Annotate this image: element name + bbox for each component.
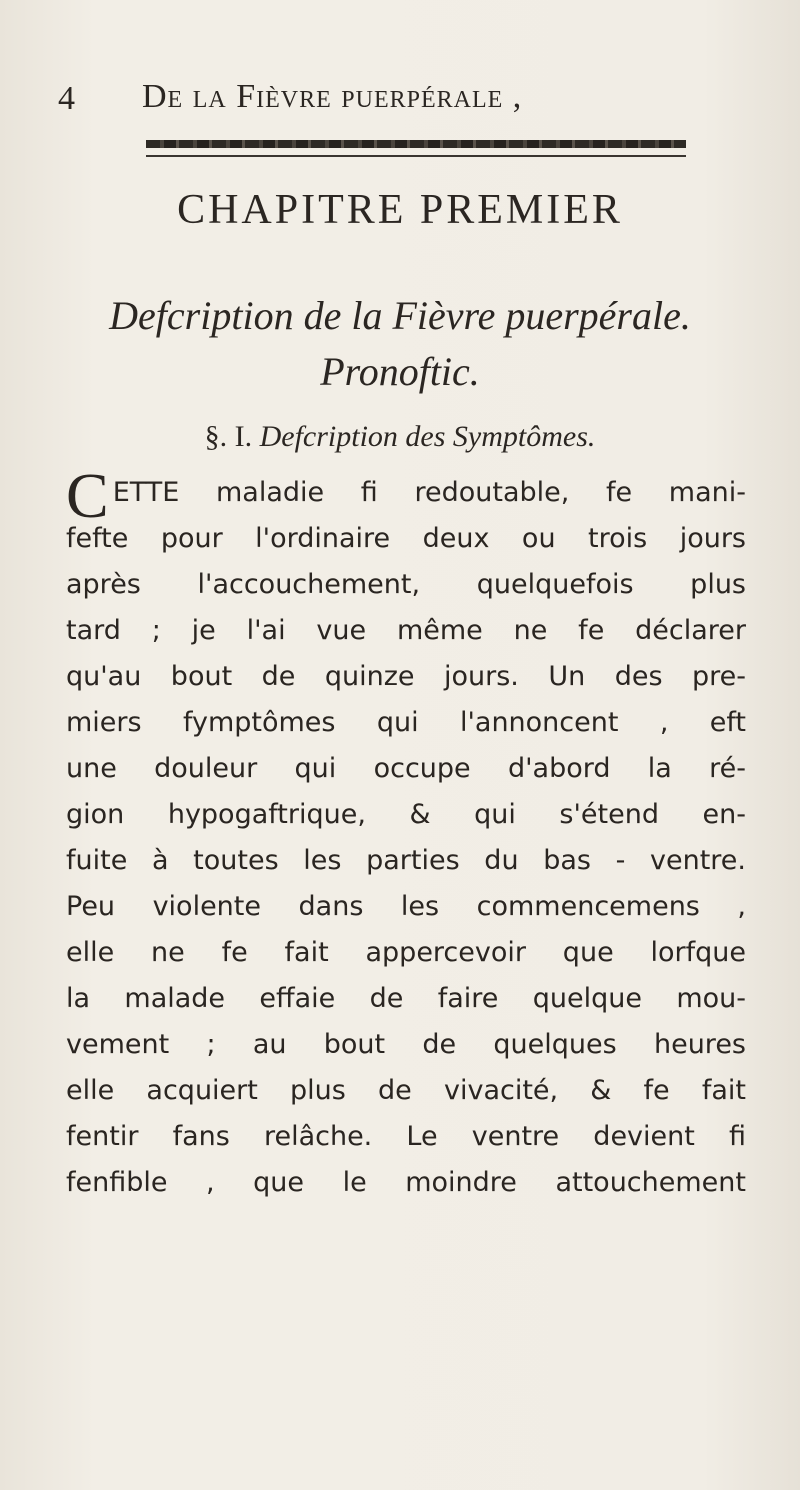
text-line: miers fymptômes qui l'annoncent , eft bbox=[66, 707, 746, 738]
section-heading bbox=[0, 420, 800, 454]
chapter-subtitle: Defcription de la Fièvre puerpérale. bbox=[109, 293, 691, 338]
text-line: qu'au bout de quinze jours. Un des pre- bbox=[66, 661, 746, 692]
text-line: elle ne fe fait appercevoir que lorfque bbox=[66, 937, 746, 968]
first-line-text: maladie fi redoutable, fe mani- bbox=[179, 477, 746, 508]
text-line: fuite à toutes les parties du bas - ventre. bbox=[66, 845, 746, 876]
text-line: la malade effaie de faire quelque mou- bbox=[66, 983, 746, 1014]
text-line: après l'accouchement, quelquefois plus bbox=[66, 569, 746, 600]
text-line: fenfible , que le moindre attouchement bbox=[66, 1167, 746, 1198]
drop-cap: C bbox=[66, 460, 109, 531]
paragraph-first-line bbox=[66, 460, 746, 531]
text-line: Peu violente dans les commencemens , bbox=[66, 891, 746, 922]
text-line: fentir fans relâche. Le ventre devient fi bbox=[66, 1121, 746, 1152]
page-number: 4 bbox=[58, 80, 75, 117]
section-title: Defcription des Symptômes. bbox=[259, 420, 596, 453]
divider-rule bbox=[146, 155, 686, 157]
chapter-subtitle-continued: Pronoftic. bbox=[320, 349, 480, 394]
text-line: elle acquiert plus de vivacité, & fe fait bbox=[66, 1075, 746, 1106]
section-symbol: §. I. bbox=[204, 420, 253, 453]
body-text bbox=[66, 460, 746, 1206]
text-line: fefte pour l'ordinaire deux ou trois jours bbox=[66, 523, 746, 554]
text-line: tard ; je l'ai vue même ne fe déclarer bbox=[66, 615, 746, 646]
ornamental-rule bbox=[146, 140, 686, 148]
running-head bbox=[58, 78, 698, 122]
text-line: vement ; au bout de quelques heures bbox=[66, 1029, 746, 1060]
chapter-title: CHAPITRE PREMIER bbox=[177, 187, 623, 233]
text-line: gion hypogaftrique, & qui s'étend en- bbox=[66, 799, 746, 830]
text-line: une douleur qui occupe d'abord la ré- bbox=[66, 753, 746, 784]
opening-word-caps: ETTE bbox=[112, 477, 180, 508]
running-title: De la Fièvre puerpérale , bbox=[142, 78, 523, 115]
